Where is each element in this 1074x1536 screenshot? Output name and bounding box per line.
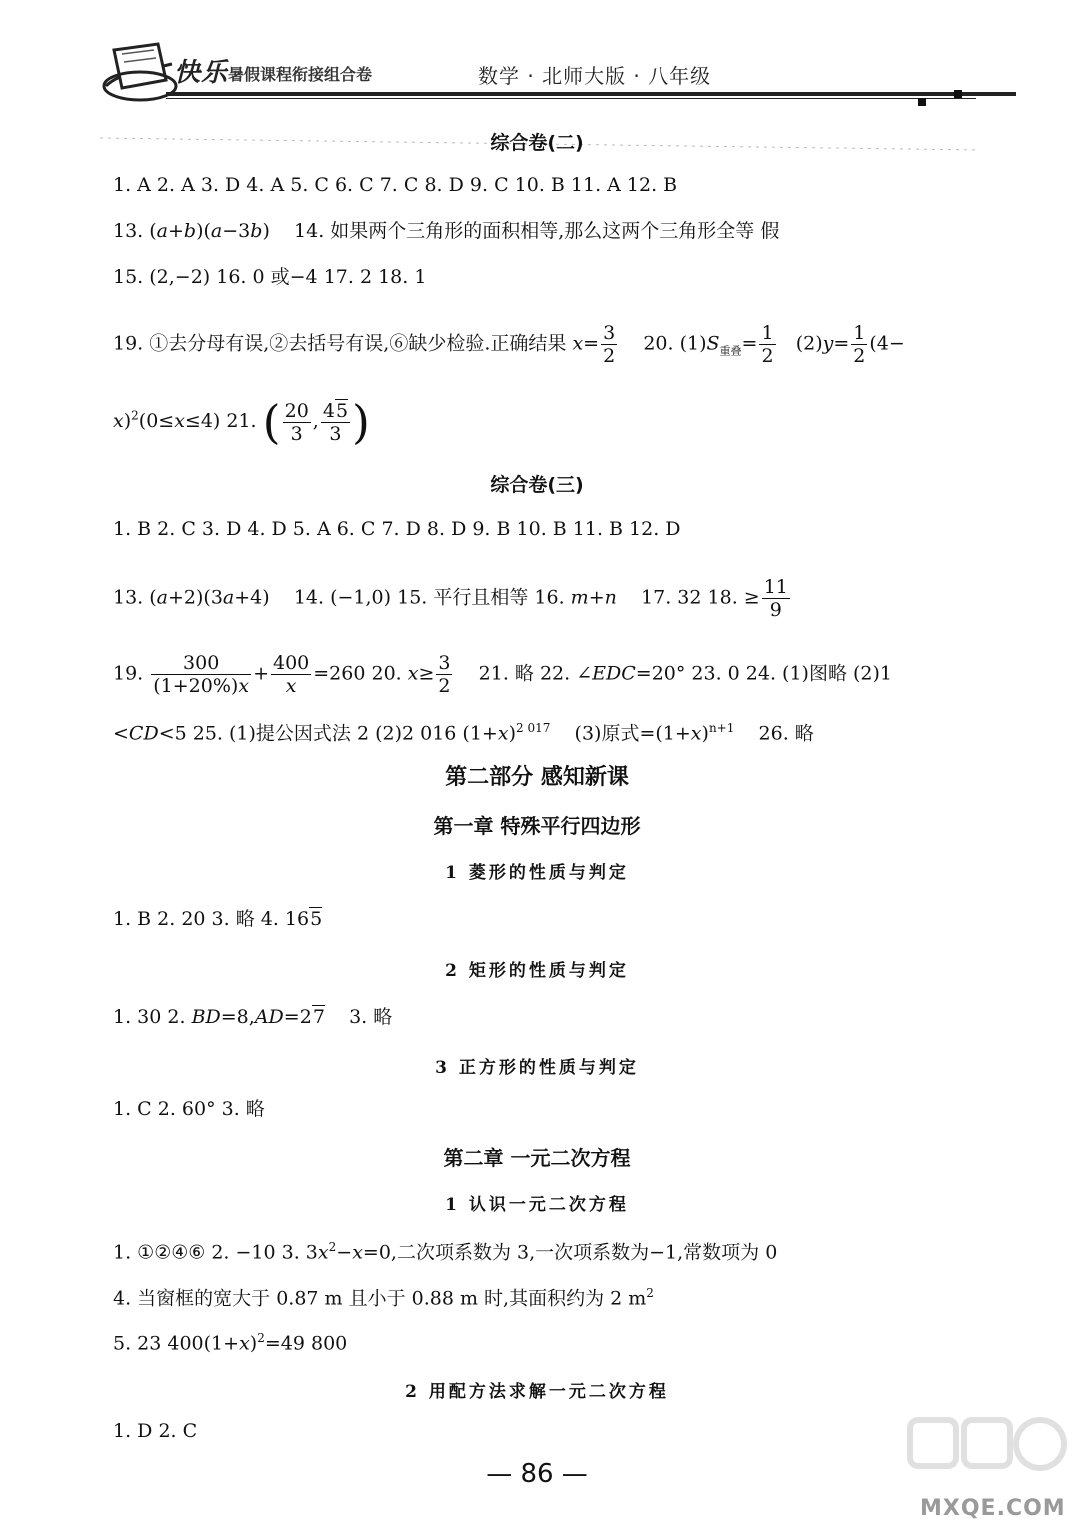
section-title-3: 综合卷(三): [490, 474, 584, 496]
lesson-title: 3 正方形的性质与判定: [435, 1058, 639, 1078]
lesson-title: 1 认识一元二次方程: [445, 1195, 629, 1215]
header-rule: [166, 92, 1016, 96]
lesson-title: 2 用配方法求解一元二次方程: [405, 1382, 669, 1402]
header-rule-thin: [166, 98, 976, 99]
answer-line: 1. B 2. 20 3. 略 4. 165: [113, 908, 323, 930]
lesson-title: 1 菱形的性质与判定: [445, 863, 629, 883]
answer-line: x)$^2$(0≤x≤4) 21. ( $\frac{20}{3}$ , $\frac{45}{3}$ ): [113, 395, 370, 449]
page-header: [100, 40, 980, 108]
answer-line: 19. $\frac{300}{(1+20\%)x}$ + $\frac{400}{x}$ =260 20. x≥ $\frac{3}{2}$ 21. 略 22. ∠EDC=20° 23. 0 24. (1)图略 (2)1: [113, 652, 893, 697]
chapter-title-2: 第二章 一元二次方程: [443, 1146, 631, 1170]
section-title-2: 综合卷(二): [490, 132, 584, 154]
answer-line: 15. (2,−2) 16. 0 或−4 17. 2 18. 1: [113, 266, 427, 288]
answer-line: 5. 23 $400(1+x)^2=49$ 800: [113, 1331, 348, 1355]
header-square-icon: [954, 90, 962, 98]
subject-label: 数学 · 北师大版 · 八年级: [478, 64, 712, 88]
watermark-text: MXQE.COM: [920, 1496, 1066, 1521]
chapter-title-1: 第一章 特殊平行四边形: [433, 814, 641, 838]
answer-line: 1. 30 2. BD=8,AD=27 3. 略: [113, 1006, 393, 1028]
part-title: 第二部分 感知新课: [445, 765, 629, 790]
answer-line: 19. ①去分母有误,②去括号有误,⑥缺少检验.正确结果 x= $\frac{3}{2}$ 20. $(1)S_{重叠}=$ $\frac{1}{2}$ (2)y= $\frac{1}{2}$ (4−: [113, 322, 905, 367]
answer-line: 13. (a+2)(3a+4) 14. (−1,0) 15. 平行且相等 16. m+n 17. 32 18. ≥ $\frac{11}{9}$: [113, 576, 788, 621]
answer-line: 1. C 2. 60° 3. 略: [113, 1098, 265, 1120]
answer-line: 1. ①②④⑥ 2. −10 3. $3x^2-x=0$,二次项系数为 3,一次项系数为−1,常数项为 0: [113, 1240, 778, 1264]
answer-line: 1. B 2. C 3. D 4. D 5. A 6. C 7. D 8. D 9. B 10. B 11. B 12. D: [113, 518, 681, 540]
brand-subtitle: 暑假课程衔接组合卷: [228, 65, 373, 84]
answer-line: 1. D 2. C: [113, 1420, 198, 1442]
answer-line: 13. (a+b)(a−3b) 14. 如果两个三角形的面积相等,那么这两个三角形全等 假: [113, 220, 780, 242]
brand-name: 快乐: [174, 58, 229, 88]
answer-line: 4. 当窗框的宽大于 0.87 m 且小于 0.88 m 时,其面积约为 2 $m^2$: [113, 1286, 654, 1310]
answer-line: 1. A 2. A 3. D 4. A 5. C 6. C 7. C 8. D 9. C 10. B 11. A 12. B: [113, 174, 678, 196]
answer-line: <CD<5 25. (1)提公因式法 2 (2)2 016 $(1+x)^{2 017}$ (3)原式$=(1+x)^{n+1}$ 26. 略: [113, 721, 814, 745]
lesson-title: 2 矩形的性质与判定: [445, 961, 629, 981]
page-number: — 86 —: [486, 1459, 588, 1489]
header-square-icon: [918, 98, 926, 106]
